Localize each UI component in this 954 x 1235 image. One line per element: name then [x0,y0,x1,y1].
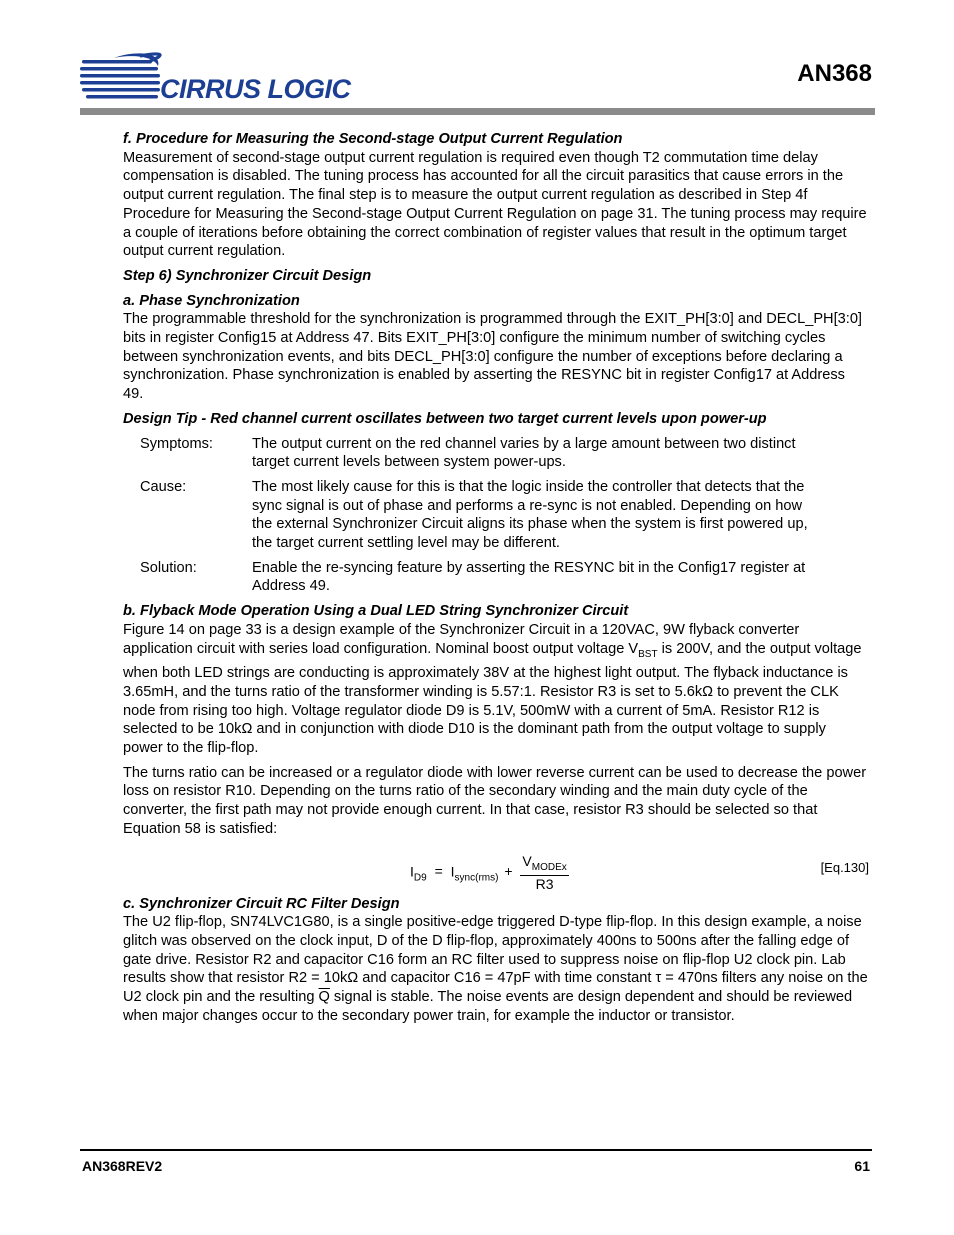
section-c-heading: c. Synchronizer Circuit RC Filter Design [123,895,400,912]
page-content [123,130,869,1025]
footer-rule [80,1149,872,1151]
section-b-body-2: The turns ratio can be increased or a regulator diode with lower reverse current can be used to decrease the power loss on resistor R10. Depending on the turns ratio of the secondary winding and the main duty cycle of the converter, the first path may not provide enough current. In that case, resistor R3 should be selected so that Equation 58 is satisfied: [123,764,867,837]
design-tip-table [140,435,869,597]
page-number: 61 [854,1158,870,1174]
design-tip-heading: Design Tip - Red channel current oscillates between two target current levels upon power-up [123,410,767,427]
tip-row [140,559,869,596]
section-f-body: Measurement of second-stage output current regulation is required even though T2 commutation time delay compensation is disabled. The tuning process has accounted for all the circuit parasitics that cause errors in the output current regulation. The final step is to measure the output current regulation as described in Step 4f Procedure for Measuring the Second-stage Output Current Regulation on page 31. The tuning process may require a couple of iterations before obtaining the correct combination of register values that result in the optimum target output current regulation. [123,149,867,260]
tip-row [140,478,869,553]
step6-heading: Step 6) Synchronizer Circuit Design [123,267,372,284]
section-f-heading: f. Procedure for Measuring the Second-stage Output Current Regulation [123,131,623,147]
section-b-body-1: Figure 14 on page 33 is a design example of the Synchronizer Circuit in a 120VAC, 9W flyback converter application circuit with series load configuration. Nominal boost output voltage $V_{BST}$ is 200V, and the output voltage when both LED strings are conducting is approximately 38V at the highest light output. The flyback inductance is 3.65mH, and the turns ratio of the transformer winding is 5.57:1. Resistor R3 is set to 5.6kΩ to prevent the CLK node from rising too high. Voltage regulator diode D9 is 5.1V, 500mW with a current of 5mA. Resistor R12 is selected to be 10kΩ and in conjunction with diode D10 is the dominant path from the output voltage to supply power to the flip-flop. [123,621,862,756]
tip-label: Solution: [140,559,197,576]
section-a-body: The programmable threshold for the synchronization is programmed through the EXIT_PH[3:0] and DECL_PH[3:0] bits in register Config15 at Address 47. Bits EXIT_PH[3:0] configure the minimum number of switching cycles between synchronization events, and bits DECL_PH[3:0] configure the number of exceptions before declaring a synchronization. Phase synchronization is enabled by asserting the RESYNC bit in register Config17 at Address 49. [123,311,862,403]
tip-label: Symptoms: [140,435,213,452]
cirrus-logic-logo [80,52,360,110]
equation-label: [Eq.130] [820,859,869,875]
tip-text: The output current on the red channel varies by a large amount between two distinct target current levels between system power-ups. [252,435,796,471]
header-rule [80,108,875,115]
tip-text: The most likely cause for this is that the logic inside the controller that detects that the sync signal is out of phase and performs a re-sync is not enabled. Depending on how the external Synchronizer Circuit aligns its phase when the system is first powered up, the target current settling level may be different. [252,478,808,552]
tip-row [140,435,869,472]
tip-text: Enable the re-syncing feature by asserting the RESYNC bit in the Config17 register at Address 49. [252,559,806,595]
document-id: AN368 [797,60,872,87]
tip-label: Cause: [140,478,187,495]
logo-text: CIRRUS LOGIC [160,74,351,104]
equation-block [123,847,869,893]
equation-fraction: $\frac{V_{MODEx}}{R3}$ [522,852,567,893]
section-c-body: The U2 flip-flop, SN74LVC1G80, is a single positive-edge triggered D-type flip-flop. In this design example, a noise glitch was observed on the clock input, D of the D flip-flop, approximately 400ns to 500ns after the falling edge of gate drive. Resistor R2 and capacitor C16 form an RC filter used to suppress noise on flip-flop U2 clock pin. Lab results show that resistor R2 = 10kΩ and capacitor C16 = 47pF with time constant τ = 470ns filters any noise on the U2 clock pin and the resulting $\overline{Q}$ signal is stable. The noise events are design dependent and should be reviewed when major changes occur to the secondary power train, for example the inductor or transistor. [123,914,868,1024]
footer-doc-revision: AN368REV2 [82,1158,163,1174]
section-b-heading: b. Flyback Mode Operation Using a Dual LED String Synchronizer Circuit [123,603,629,620]
section-a-heading: a. Phase Synchronization [123,292,300,309]
equation: $I_{D9} = I_{sync(rms)}$ + $\frac{V_{MODEx}}{R3}$ [410,852,567,893]
